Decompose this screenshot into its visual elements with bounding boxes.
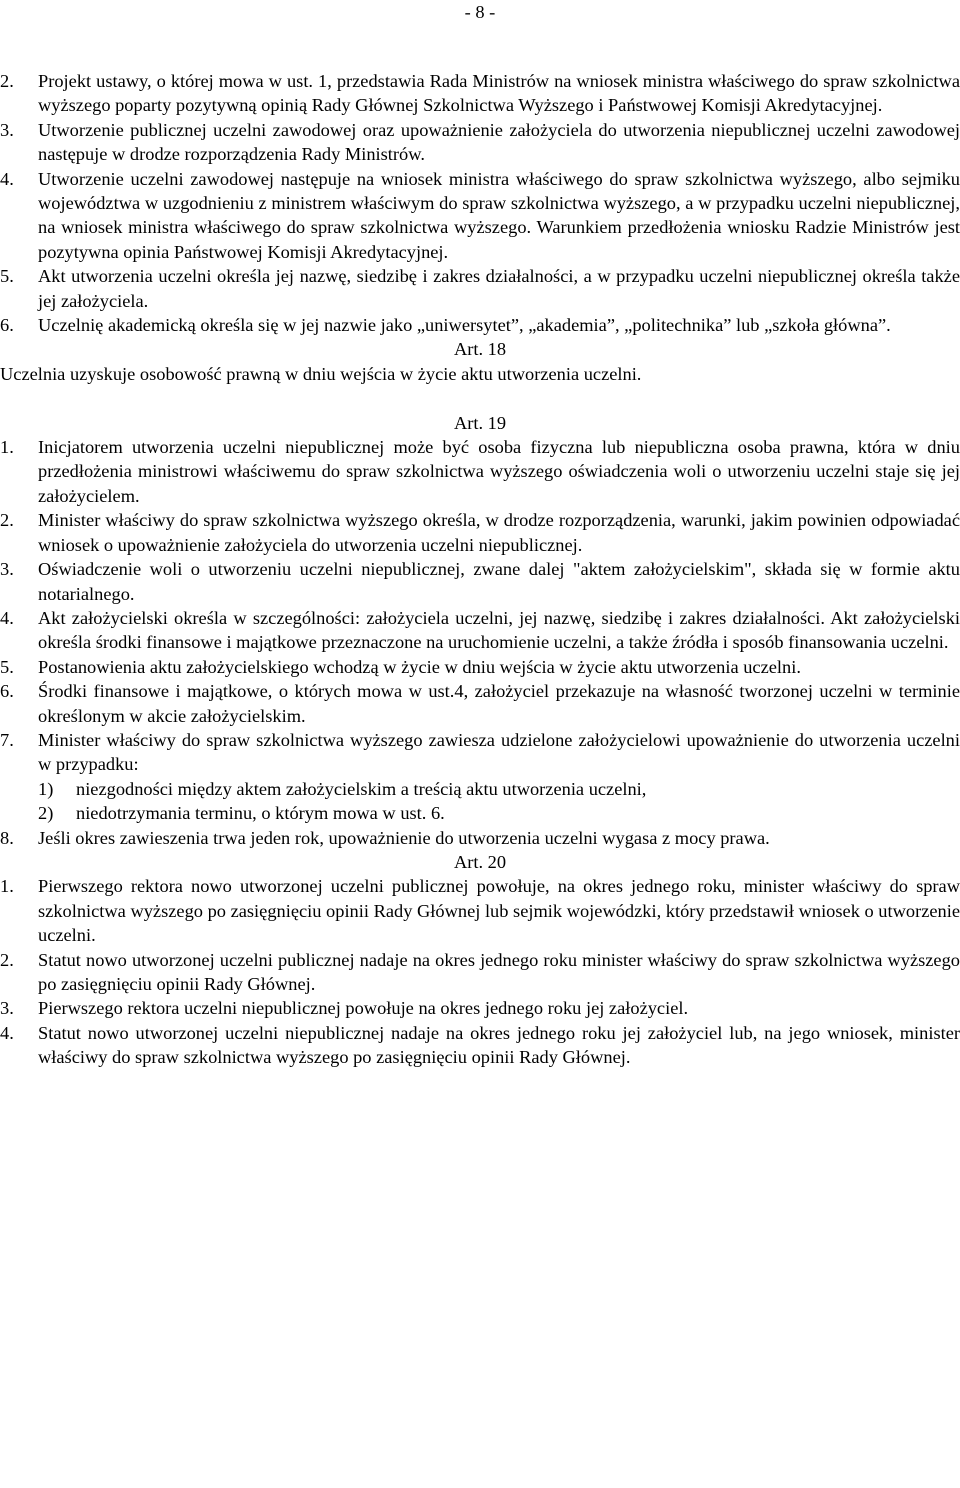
art19-item-2 bbox=[0, 508, 960, 557]
item-number: 2. bbox=[0, 949, 14, 970]
subitem-text: niezgodności między aktem założycielskim a treścią aktu utworzenia uczelni, bbox=[76, 778, 647, 799]
item-number: 7. bbox=[0, 729, 14, 750]
item-text: Pierwszego rektora uczelni niepublicznej powołuje na okres jednego roku jej założyciel. bbox=[38, 998, 689, 1019]
art17-item-2 bbox=[0, 69, 960, 118]
item-number: 2. bbox=[0, 71, 14, 91]
item-number: 5. bbox=[0, 656, 14, 677]
art19-item-5 bbox=[0, 655, 960, 679]
art19-item-8 bbox=[0, 826, 960, 850]
item-number: 4. bbox=[0, 168, 14, 189]
art19-item-7 bbox=[0, 728, 960, 777]
page-number: - 8 - bbox=[464, 2, 496, 22]
art19-item-3 bbox=[0, 557, 960, 606]
item-number: 8. bbox=[0, 827, 14, 848]
art20-item-3 bbox=[0, 996, 960, 1020]
art20-item-1 bbox=[0, 874, 960, 947]
art19-item-1 bbox=[0, 435, 960, 508]
item-text: Akt założycielski określa w szczególności: założyciela uczelni, jej nazwę, siedzibę i zakres działalności. Akt założycielski określa środki finansowe i majątkowe przeznaczone na uruchomienie uczelni, a także źródła i sposób finansowania uczelni. bbox=[38, 607, 960, 653]
item-number: 4. bbox=[0, 1022, 14, 1043]
item-number: 1. bbox=[0, 437, 14, 458]
art17-item-3 bbox=[0, 118, 960, 167]
item-number: 4. bbox=[0, 607, 14, 628]
item-number: 6. bbox=[0, 681, 14, 702]
art17-continuation bbox=[0, 69, 960, 337]
item-text: Minister właściwy do spraw szkolnictwa wyższego zawiesza udzielone założycielowi upoważnienie do utworzenia uczelni w przypadku: bbox=[38, 729, 960, 775]
item-number: 5. bbox=[0, 266, 14, 287]
art17-item-4 bbox=[0, 167, 960, 265]
art19-section bbox=[0, 411, 960, 850]
subitem-text: niedotrzymania terminu, o którym mowa w ust. 6. bbox=[76, 803, 445, 824]
item-text: Projekt ustawy, o której mowa w ust. 1, przedstawia Rada Ministrów na wniosek ministra właściwego do spraw szkolnictwa wyższego poparty pozytywną opinią Rady Głównej Szkolnictwa Wyższego i Państwowej Komisji Akredytacyjnej. bbox=[38, 71, 960, 116]
item-text: Minister właściwy do spraw szkolnictwa wyższego określa, w drodze rozporządzenia, warunki, jakim powinien odpowiadać wniosek o upoważnienie założyciela do utworzenia uczelni niepublicznej. bbox=[38, 510, 960, 555]
subitem-number: 1) bbox=[38, 778, 54, 799]
item-text: Pierwszego rektora nowo utworzonej uczelni publicznej powołuje, na okres jednego roku, minister właściwy do spraw szkolnictwa wyższego po zasięgnięciu opinii Rady Głównej lub sejmik wojewódzki, który przedstawił wniosek o utworzenie uczelni. bbox=[38, 876, 960, 946]
art17-item-5 bbox=[0, 264, 960, 313]
art19-item-6 bbox=[0, 679, 960, 728]
item-text: Statut nowo utworzonej uczelni niepublicznej nadaje na okres jednego roku jej założyciel lub, na jego wniosek, minister właściwy do spraw szkolnictwa wyższego po zasięgnięciu opinii Rady Głównej. bbox=[38, 1022, 960, 1068]
item-number: 6. bbox=[0, 315, 14, 336]
art20-section bbox=[0, 850, 960, 1070]
art19-subitem-2 bbox=[0, 801, 960, 825]
art19-subitem-1 bbox=[0, 777, 960, 801]
art18-section bbox=[0, 337, 960, 386]
art20-item-4 bbox=[0, 1021, 960, 1070]
article-heading: Art. 18 bbox=[453, 339, 507, 360]
item-text: Statut nowo utworzonej uczelni publicznej nadaje na okres jednego roku minister właściwy do spraw szkolnictwa wyższego po zasięgnięciu opinii Rady Głównej. bbox=[38, 949, 960, 995]
item-number: 3. bbox=[0, 119, 14, 140]
subitem-number: 2) bbox=[38, 803, 54, 824]
item-text: Oświadczenie woli o utworzeniu uczelni niepublicznej, zwane dalej "aktem założycielskim", składa się w formie aktu notarialnego. bbox=[38, 559, 960, 604]
item-text: Utworzenie uczelni zawodowej następuje na wniosek ministra właściwego do spraw szkolnictwa wyższego, albo sejmiku województwa w uzgodnieniu z ministrem właściwym do spraw szkolnictwa wyższego, a w przypadku uczelni niepublicznej, na wniosek ministra właściwego do spraw szkolnictwa wyższego. Warunkiem przedłożenia wniosku Radzie Ministrów jest pozytywna opinia Państwowej Komisji Akredytacyjnej. bbox=[38, 168, 960, 262]
document-body bbox=[0, 69, 960, 1070]
item-text: Jeśli okres zawieszenia trwa jeden rok, upoważnienie do utworzenia uczelni wygasa z mocy prawa. bbox=[38, 827, 770, 848]
item-text: Inicjatorem utworzenia uczelni niepublicznej może być osoba fizyczna lub niepubliczna osoba prawna, która w dniu przedłożenia ministrowi właściwemu do spraw szkolnictwa wyższego oświadczenia woli o utworzeniu uczelni staje się jej założycielem. bbox=[38, 437, 960, 506]
article-text: Uczelnia uzyskuje osobowość prawną w dniu wejścia w życie aktu utworzenia uczelni. bbox=[0, 363, 642, 384]
item-number: 1. bbox=[0, 876, 14, 897]
item-text: Uczelnię akademicką określa się w jej nazwie jako „uniwersytet”, „akademia”, „politechnika” lub „szkoła główna”. bbox=[38, 315, 891, 336]
art17-item-6 bbox=[0, 313, 960, 337]
article-heading: Art. 19 bbox=[453, 412, 507, 433]
item-number: 3. bbox=[0, 559, 14, 580]
art20-item-2 bbox=[0, 948, 960, 997]
item-text: Utworzenie publicznej uczelni zawodowej oraz upoważnienie założyciela do utworzenia niepublicznej uczelni zawodowej następuje w drodze rozporządzenia Rady Ministrów. bbox=[38, 119, 960, 165]
item-text: Akt utworzenia uczelni określa jej nazwę, siedzibę i zakres działalności, a w przypadku uczelni niepublicznej określa także jej założyciela. bbox=[38, 266, 960, 311]
art19-item-4 bbox=[0, 606, 960, 655]
item-number: 3. bbox=[0, 998, 14, 1019]
item-text: Postanowienia aktu założycielskiego wchodzą w życie w dniu wejścia w życie aktu utworzenia uczelni. bbox=[38, 656, 801, 677]
item-number: 2. bbox=[0, 510, 14, 531]
article-heading: Art. 20 bbox=[453, 851, 507, 872]
item-text: Środki finansowe i majątkowe, o których mowa w ust.4, założyciel przekazuje na własność tworzonej uczelni w terminie określonym w akcie założycielskim. bbox=[38, 681, 960, 726]
